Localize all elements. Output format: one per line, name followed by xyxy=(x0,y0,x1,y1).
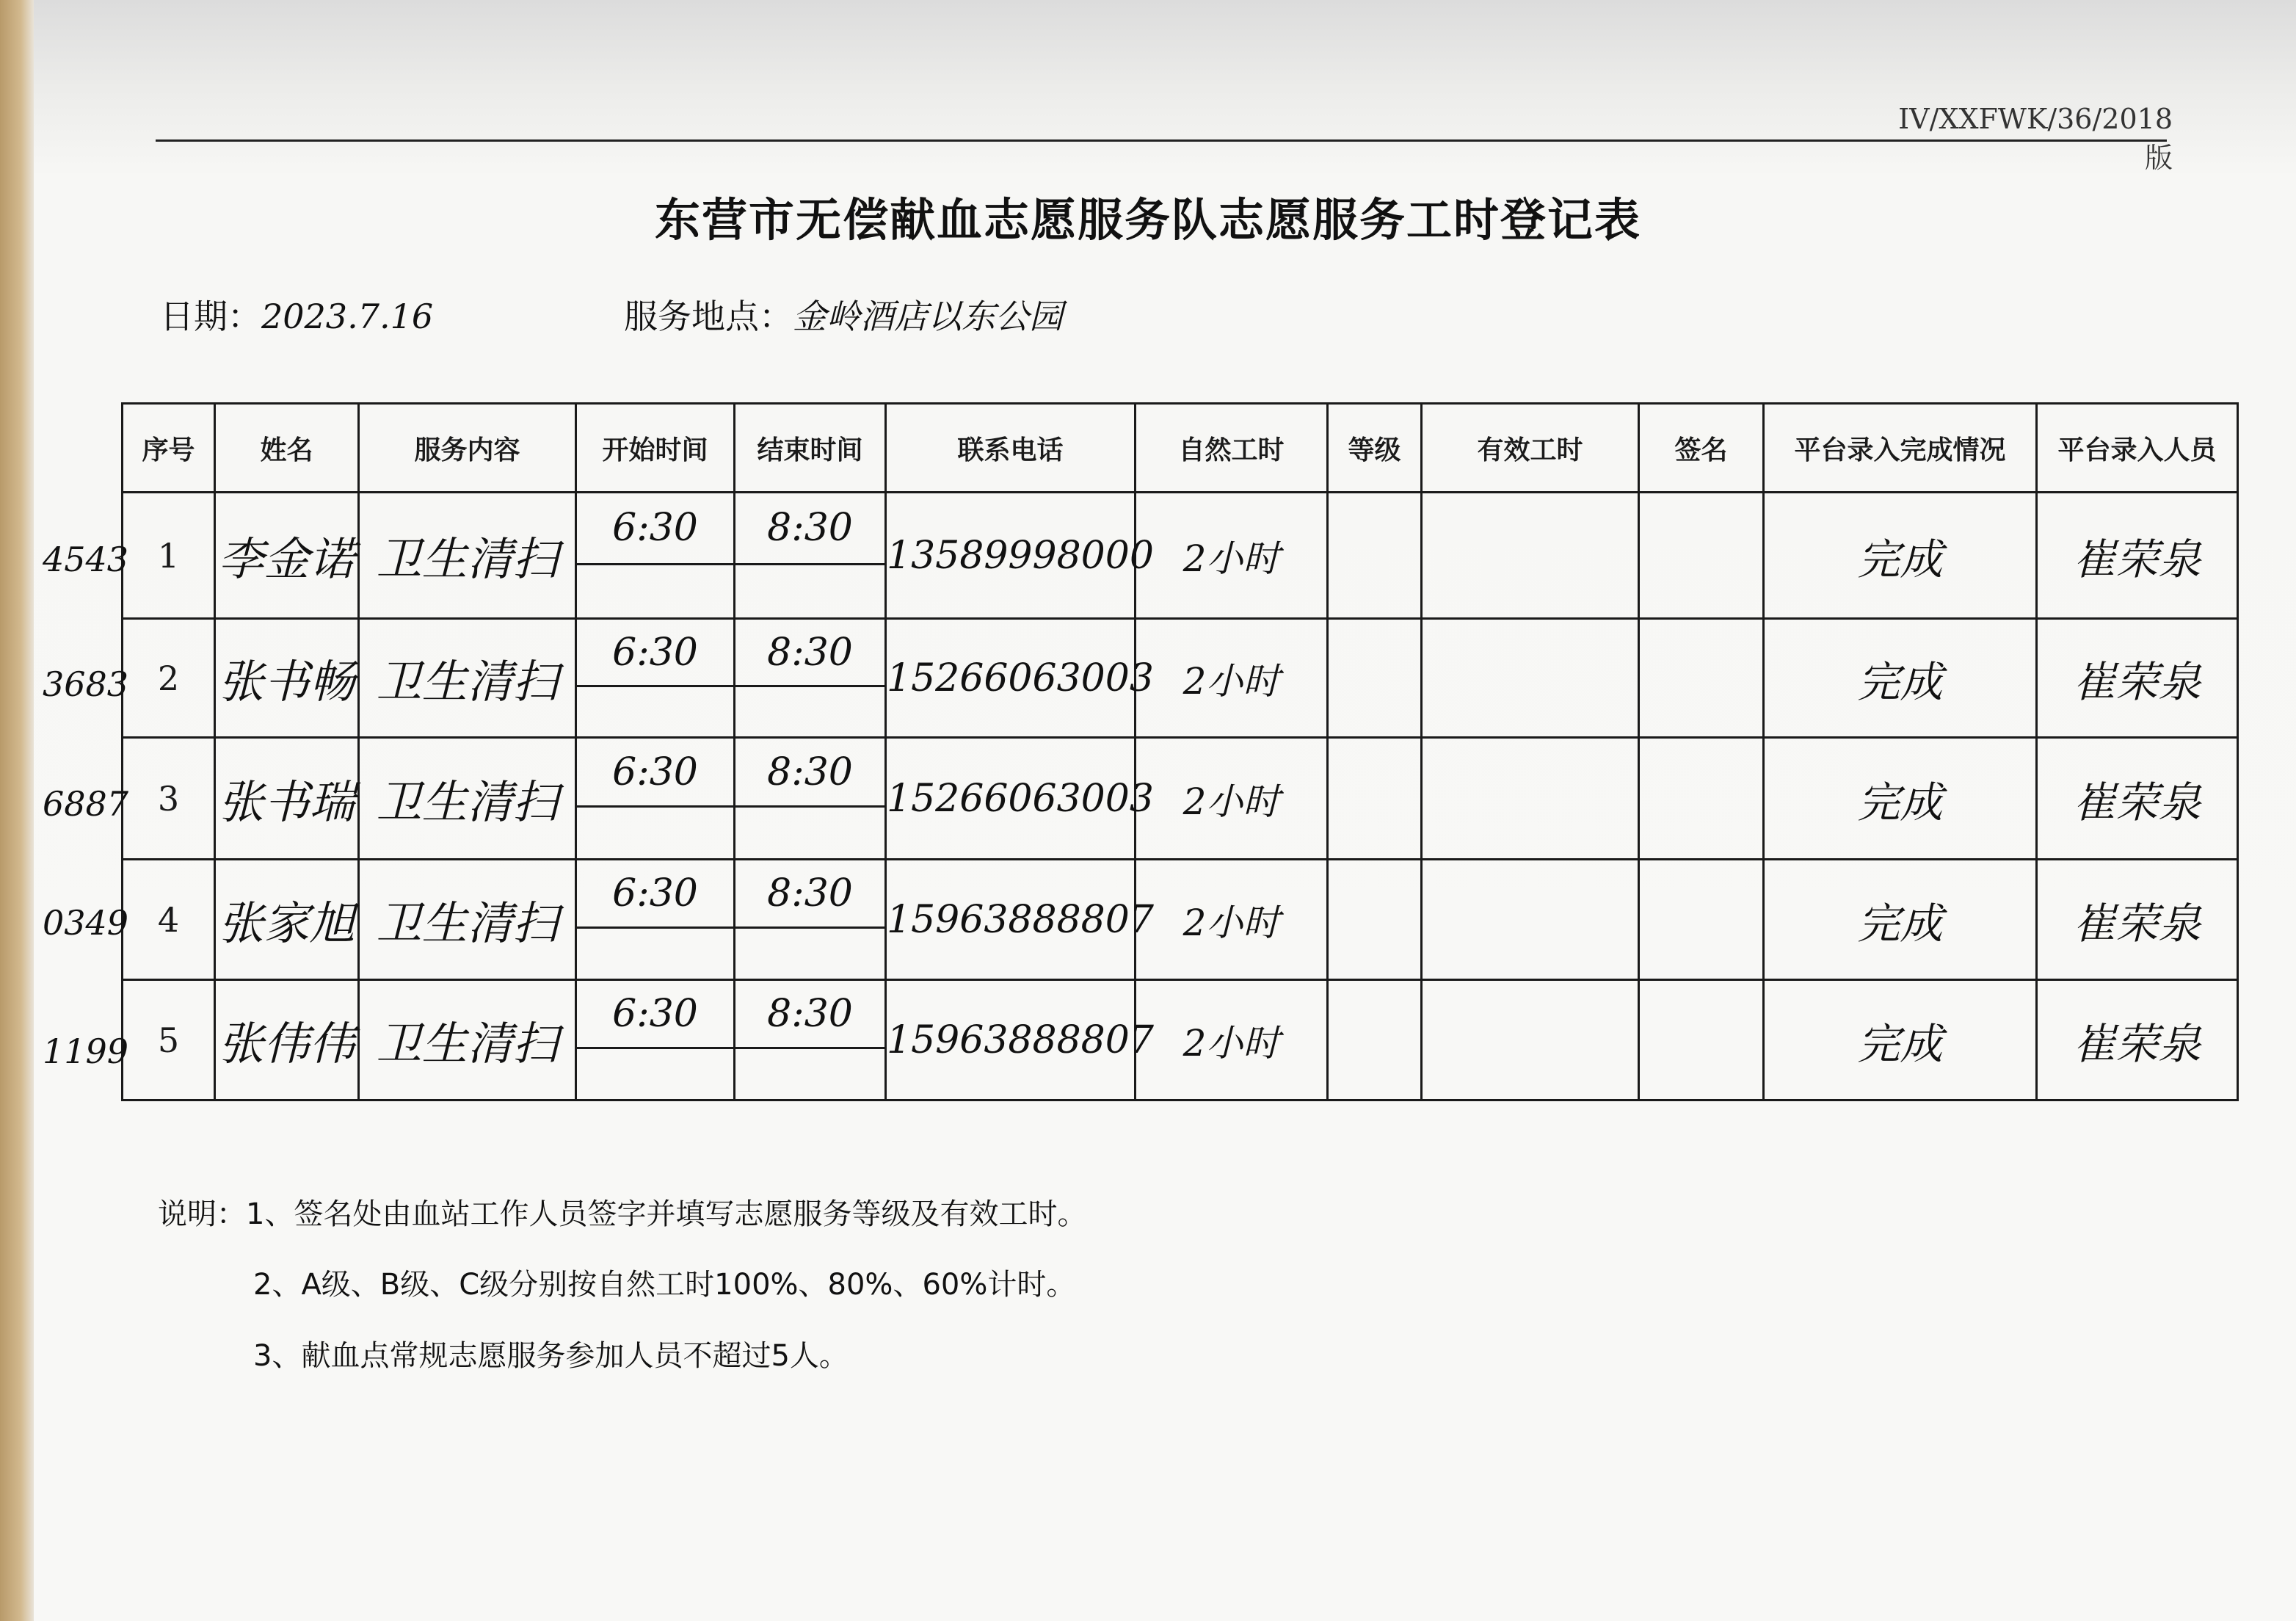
start-value: 6:30 xyxy=(577,981,733,1049)
col-level: 等级 xyxy=(1328,404,1422,493)
effective-cell xyxy=(1422,860,1639,980)
content-cell xyxy=(359,860,576,980)
status-value: 完成 xyxy=(1857,777,1943,827)
name-cell xyxy=(215,493,359,619)
name-value: 张家旭 xyxy=(218,896,355,950)
name-value: 张伟伟 xyxy=(218,1017,355,1070)
phone-cell xyxy=(886,860,1154,980)
level-cell xyxy=(1328,980,1422,1100)
content-value: 卫生清扫 xyxy=(376,532,559,586)
form-title: 东营市无偿献血志愿服务队志愿服务工时登记表 xyxy=(654,193,1641,247)
start-cell xyxy=(576,619,735,738)
hours-cell xyxy=(1136,980,1328,1100)
start-cell xyxy=(576,860,735,980)
col-effective: 有效工时 xyxy=(1422,404,1639,493)
content-cell xyxy=(359,980,576,1100)
hours-value: 2小时 xyxy=(1182,780,1280,823)
end-value: 8:30 xyxy=(735,860,884,929)
phone-value: 15266063003 xyxy=(887,776,1154,821)
effective-cell xyxy=(1422,619,1639,738)
content-cell xyxy=(359,738,576,860)
end-value: 8:30 xyxy=(735,981,884,1049)
effective-cell xyxy=(1422,493,1639,619)
phone-cell xyxy=(886,738,1154,860)
clerk-cell xyxy=(2037,493,2238,619)
content-value: 卫生清扫 xyxy=(376,655,559,708)
end-cell xyxy=(735,860,886,980)
status-value: 完成 xyxy=(1857,534,1943,584)
content-value: 卫生清扫 xyxy=(376,775,559,829)
col-start: 开始时间 xyxy=(576,404,735,493)
status-cell xyxy=(1764,860,2037,980)
level-cell xyxy=(1328,493,1422,619)
start-cell xyxy=(576,493,735,619)
place-value: 金岭酒店以东公园 xyxy=(793,297,1063,336)
status-cell xyxy=(1764,493,2037,619)
status-cell xyxy=(1764,980,2037,1100)
end-cell xyxy=(735,980,886,1100)
place-field xyxy=(624,290,1063,338)
phone-value: 13589998000 xyxy=(887,533,1154,578)
hours-value: 2小时 xyxy=(1182,659,1280,703)
col-status: 平台录入完成情况 xyxy=(1764,404,2037,493)
seq-cell: 2 xyxy=(123,619,215,738)
start-value: 6:30 xyxy=(577,739,733,808)
start-cell xyxy=(576,980,735,1100)
level-cell xyxy=(1328,738,1422,860)
status-cell xyxy=(1764,738,2037,860)
hours-value: 2小时 xyxy=(1182,537,1280,580)
seq-cell: 1 xyxy=(123,493,215,619)
margin-code: 1199 xyxy=(43,1031,129,1071)
clerk-cell xyxy=(2037,619,2238,738)
name-cell xyxy=(215,860,359,980)
sign-cell xyxy=(1639,619,1764,738)
end-cell xyxy=(735,493,886,619)
name-value: 张书畅 xyxy=(218,655,355,708)
level-cell xyxy=(1328,860,1422,980)
col-clerk: 平台录入人员 xyxy=(2037,404,2238,493)
col-content: 服务内容 xyxy=(359,404,576,493)
clerk-value: 崔荣泉 xyxy=(2073,777,2201,827)
phone-value: 15266063003 xyxy=(887,656,1154,700)
content-cell xyxy=(359,493,576,619)
clerk-cell xyxy=(2037,980,2238,1100)
phone-value: 15963888807 xyxy=(887,897,1154,942)
hours-value: 2小时 xyxy=(1182,1021,1280,1065)
form-code: IV/XXFWK/36/2018 版 xyxy=(1898,103,2173,174)
name-value: 张书瑞 xyxy=(218,775,355,829)
phone-cell xyxy=(886,619,1154,738)
end-cell xyxy=(735,619,886,738)
hours-cell xyxy=(1136,738,1328,860)
sign-cell xyxy=(1639,980,1764,1100)
clerk-value: 崔荣泉 xyxy=(2073,656,2201,707)
content-value: 卫生清扫 xyxy=(376,1017,559,1070)
registration-table xyxy=(121,402,2239,1101)
margin-code: 6887 xyxy=(43,784,129,824)
end-cell xyxy=(735,738,886,860)
date-field xyxy=(160,290,433,338)
clerk-cell xyxy=(2037,860,2238,980)
clerk-value: 崔荣泉 xyxy=(2073,1018,2201,1069)
start-value: 6:30 xyxy=(577,620,733,687)
col-seq: 序号 xyxy=(123,404,215,493)
start-cell xyxy=(576,738,735,860)
hours-value: 2小时 xyxy=(1182,901,1280,944)
start-value: 6:30 xyxy=(577,493,733,565)
sign-cell xyxy=(1639,738,1764,860)
effective-cell xyxy=(1422,980,1639,1100)
table-row xyxy=(123,619,2238,738)
seq-cell: 4 xyxy=(123,860,215,980)
note-line: 3、献血点常规志愿服务参加人员不超过5人。 xyxy=(253,1339,849,1373)
hours-cell xyxy=(1136,493,1328,619)
name-cell xyxy=(215,980,359,1100)
col-hours: 自然工时 xyxy=(1136,404,1328,493)
col-name: 姓名 xyxy=(215,404,359,493)
effective-cell xyxy=(1422,738,1639,860)
date-value: 2023.7.16 xyxy=(261,297,434,336)
note-line: 2、A级、B级、C级分别按自然工时100%、80%、60%计时。 xyxy=(253,1268,1076,1302)
note-line: 说明：1、签名处由血站工作人员签字并填写志愿服务等级及有效工时。 xyxy=(158,1197,1087,1231)
date-label: 日期： xyxy=(160,297,261,336)
hours-cell xyxy=(1136,860,1328,980)
table-row xyxy=(123,860,2238,980)
col-end: 结束时间 xyxy=(735,404,886,493)
name-value: 李金诺 xyxy=(218,532,355,586)
phone-cell xyxy=(886,493,1154,619)
table-row xyxy=(123,738,2238,860)
content-value: 卫生清扫 xyxy=(376,896,559,950)
header-row xyxy=(123,404,2238,493)
margin-code: 4543 xyxy=(43,540,129,579)
status-value: 完成 xyxy=(1857,1018,1943,1069)
sign-cell xyxy=(1639,493,1764,619)
table-row xyxy=(123,980,2238,1100)
table-row xyxy=(123,493,2238,619)
end-value: 8:30 xyxy=(735,739,884,808)
clerk-value: 崔荣泉 xyxy=(2073,898,2201,949)
status-cell xyxy=(1764,619,2037,738)
end-value: 8:30 xyxy=(735,493,884,565)
header-rule xyxy=(156,139,2167,142)
sign-cell xyxy=(1639,860,1764,980)
margin-code: 0349 xyxy=(43,903,129,943)
col-phone: 联系电话 xyxy=(886,404,1136,493)
level-cell xyxy=(1328,619,1422,738)
start-value: 6:30 xyxy=(577,860,733,929)
place-label: 服务地点： xyxy=(624,297,793,336)
clerk-value: 崔荣泉 xyxy=(2073,534,2201,584)
margin-code: 3683 xyxy=(43,664,129,704)
end-value: 8:30 xyxy=(735,620,884,687)
clerk-cell xyxy=(2037,738,2238,860)
status-value: 完成 xyxy=(1857,898,1943,949)
seq-cell: 3 xyxy=(123,738,215,860)
hours-cell xyxy=(1136,619,1328,738)
phone-cell xyxy=(886,980,1154,1100)
seq-cell: 5 xyxy=(123,980,215,1100)
name-cell xyxy=(215,738,359,860)
phone-value: 15963888807 xyxy=(887,1018,1154,1062)
status-value: 完成 xyxy=(1857,656,1943,707)
name-cell xyxy=(215,619,359,738)
col-sign: 签名 xyxy=(1639,404,1764,493)
content-cell xyxy=(359,619,576,738)
